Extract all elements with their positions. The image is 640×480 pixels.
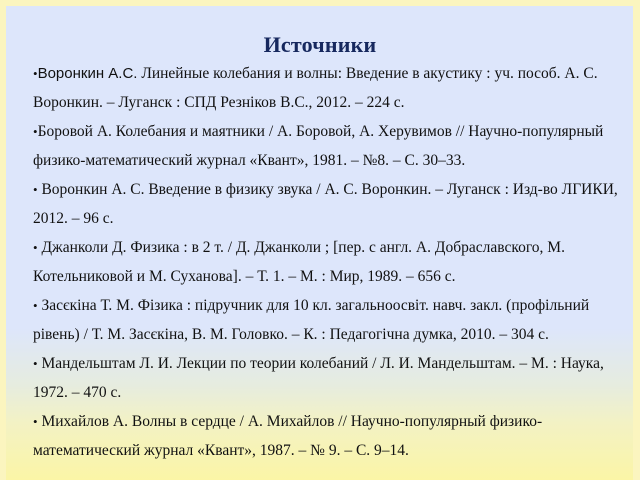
reference-item	[33, 117, 623, 175]
reference-author: Воронкин А.С.	[37, 65, 138, 82]
reference-item	[33, 175, 623, 233]
reference-item	[33, 407, 623, 465]
bullet-icon: •	[33, 298, 38, 313]
bullet-icon: •	[33, 240, 38, 255]
reference-text: Засєкіна Т. М. Фізика : підручник для 10 кл. загальноосвіт. навч. закл. (профільний рівень) / Т. М. Засєкіна, В. М. Головко. – К. : Педагогічна думка, 2010. – 304 с.	[33, 297, 590, 343]
bullet-icon: •	[33, 414, 38, 429]
reference-text: Боровой А. Колебания и маятники / А. Боровой, А. Херувимов // Научно-популярный физико-математический журнал «Квант», 1981. – №8. – С. 30–33.	[33, 123, 604, 169]
reference-text: Мандельштам Л. И. Лекции по теории колебаний / Л. И. Мандельштам. – М. : Наука, 1972. – 470 с.	[33, 355, 604, 401]
bullet-icon: •	[33, 182, 38, 197]
reference-item	[33, 291, 623, 349]
reference-item	[33, 349, 623, 407]
reference-text: Линейные колебания и волны: Введение в акустику : уч. пособ. А. С. Воронкин. – Луганск : СПД Резніков В.С., 2012. – 224 с.	[33, 65, 598, 111]
slide-title: Источники	[263, 32, 377, 57]
reference-text: Джанколи Д. Физика : в 2 т. / Д. Джанколи ; [пер. с англ. А. Добраславского, М. Котельниковой и М. Суханова]. – Т. 1. – М. : Мир, 1989. – 656 с.	[33, 239, 565, 285]
reference-text: Михайлов А. Волны в сердце / А. Михайлов // Научно-популярный физико-математический журнал «Квант», 1987. – № 9. – С. 9–14.	[33, 413, 543, 459]
bullet-icon: •	[33, 66, 38, 81]
reference-text: Воронкин А. С. Введение в физику звука / А. С. Воронкин. – Луганск : Изд-во ЛГИКИ, 2012. – 96 с.	[33, 181, 618, 227]
bullet-icon: •	[33, 124, 38, 139]
reference-item	[33, 233, 623, 291]
bullet-icon: •	[33, 356, 38, 371]
reference-item	[33, 59, 623, 117]
references-list	[33, 59, 623, 465]
